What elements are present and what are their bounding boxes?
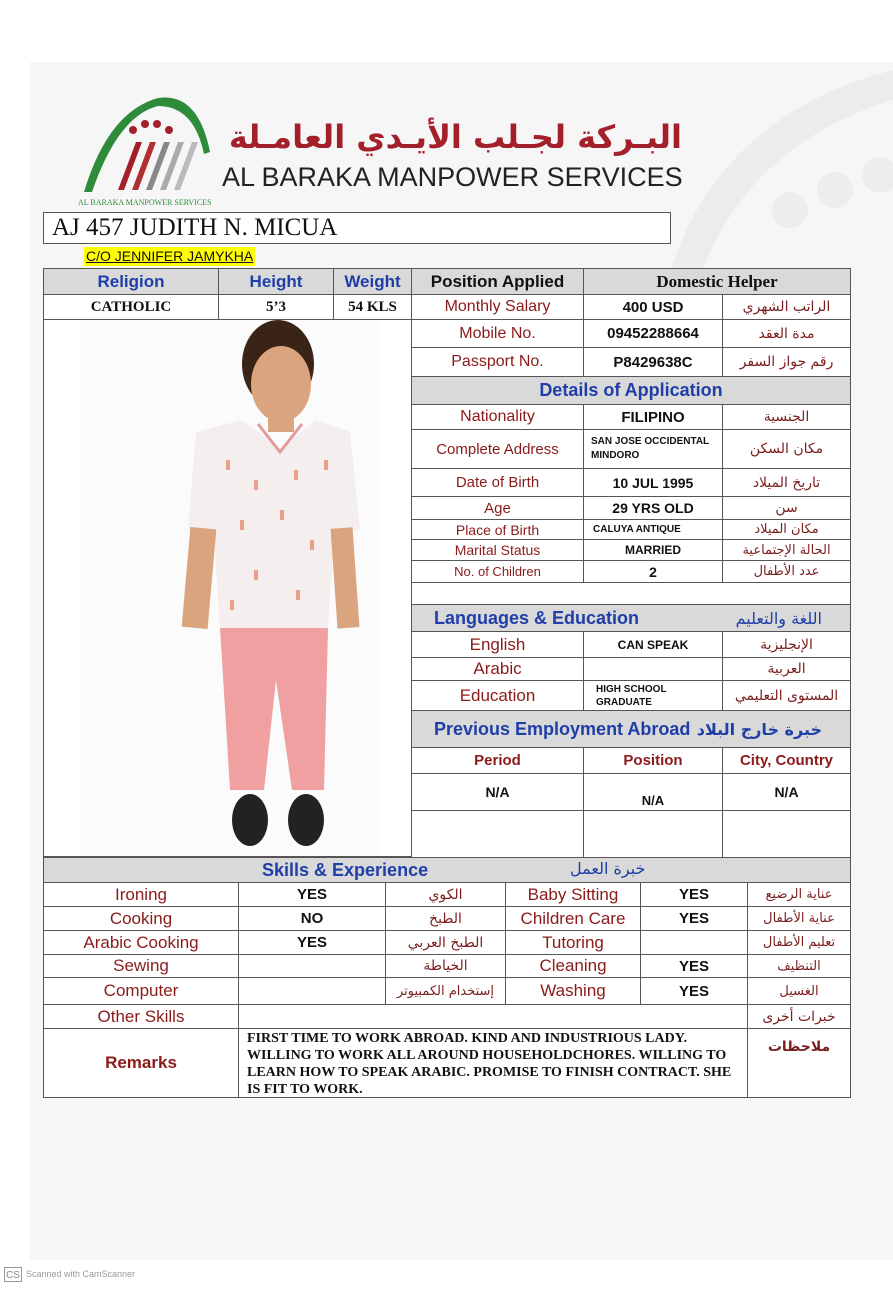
camscanner-text: Scanned with CamScanner (26, 1269, 136, 1279)
remarks-label: Remarks (43, 1028, 239, 1098)
education-label: Education (411, 680, 584, 711)
period-value: N/A (411, 773, 584, 811)
skill-value-ironing: YES (238, 882, 386, 907)
skill-label-cleaning: Cleaning (505, 954, 641, 978)
skill-arabic-ironing: الكوي (385, 882, 506, 907)
skills-header (43, 857, 851, 883)
pob-value: CALUYA ANTIQUE (583, 519, 723, 540)
skill-label-baby-sitting: Baby Sitting (505, 882, 641, 907)
children-label: No. of Children (411, 560, 584, 583)
skill-label-ironing: Ironing (43, 882, 239, 907)
position-header: Position Applied (411, 268, 584, 295)
remarks-arabic: ملاحظات (747, 1028, 851, 1098)
skill-arabic-computer: إستخدام الكمبيوتر (385, 977, 506, 1005)
pob-label: Place of Birth (411, 519, 584, 540)
position-value: Domestic Helper (583, 268, 851, 295)
age-label: Age (411, 496, 584, 520)
weight-header: Weight (333, 268, 412, 295)
mobile-value: 09452288664 (583, 319, 723, 348)
children-value: 2 (583, 560, 723, 583)
english-value: CAN SPEAK (583, 631, 723, 658)
age-arabic: سن (722, 496, 851, 520)
applicant-photo-frame (43, 319, 412, 857)
passport-arabic: رقم جواز السفر (722, 347, 851, 377)
skill-label-arabic-cooking: Arabic Cooking (43, 930, 239, 955)
skill-value-sewing (238, 954, 386, 978)
company-name-arabic: البـركة لجـلب الأيـدي العامـلة (228, 118, 682, 156)
details-spacer (411, 582, 851, 605)
marital-value: MARRIED (583, 539, 723, 561)
height-value: 5’3 (218, 294, 334, 320)
marital-label: Marital Status (411, 539, 584, 561)
city-country-value: N/A (722, 773, 851, 811)
company-name-english (222, 162, 682, 193)
skill-label-tutoring: Tutoring (505, 930, 641, 955)
other-skills-arabic: خبرات أخرى (747, 1004, 851, 1029)
languages-header (411, 604, 851, 632)
skill-arabic-children-care: عناية الأطفال (747, 906, 851, 931)
skill-label-washing: Washing (505, 977, 641, 1005)
applicant-name: AJ 457 JUDITH N. MICUA (43, 212, 671, 244)
employment-title: Previous Employment Abroad (434, 718, 691, 739)
applicant-photo (44, 320, 411, 856)
skills-title-arabic: خبرة العمل (570, 859, 646, 878)
religion-value: CATHOLIC (43, 294, 219, 320)
skill-label-cooking: Cooking (43, 906, 239, 931)
nationality-label: Nationality (411, 404, 584, 430)
mobile-label: Mobile No. (411, 319, 584, 348)
skill-arabic-tutoring: تعليم الأطفال (747, 930, 851, 955)
salary-arabic: الراتب الشهري (722, 294, 851, 320)
skill-value-cooking: NO (238, 906, 386, 931)
skill-label-computer: Computer (43, 977, 239, 1005)
languages-title-arabic: اللغة والتعليم (735, 608, 822, 628)
skill-arabic-arabic-cooking: الطبخ العربي (385, 930, 506, 955)
education-value: HIGH SCHOOL GRADUATE (583, 680, 723, 711)
position-col-value: N/A (583, 773, 723, 811)
skill-arabic-cleaning: التنظيف (747, 954, 851, 978)
children-arabic: عدد الأطفال (722, 560, 851, 583)
skill-value-children-care: YES (640, 906, 748, 931)
arabic-label: Arabic (411, 657, 584, 681)
marital-arabic: الحالة الإجتماعية (722, 539, 851, 561)
period-header: Period (411, 747, 584, 774)
care-of-label: C/O JENNIFER JAMYKHA (86, 248, 254, 264)
details-title: Details of Application (411, 376, 851, 405)
skill-value-cleaning: YES (640, 954, 748, 978)
skill-arabic-washing: الغسيل (747, 977, 851, 1005)
nationality-value: FILIPINO (583, 404, 723, 430)
skill-value-washing: YES (640, 977, 748, 1005)
skill-arabic-cooking: الطبخ (385, 906, 506, 931)
employment-empty-1 (411, 810, 584, 858)
remarks-text: FIRST TIME TO WORK ABROAD. KIND AND INDUSTRIOUS LADY. WILLING TO WORK ALL AROUND HOUSEHOLDCHORES. WILLING TO LEARN HOW TO SPEAK ARABIC. PROMISE TO FINISH CONTRACT. SHE IS FIT TO WORK. (238, 1028, 748, 1098)
english-label: English (411, 631, 584, 658)
address-arabic: مكان السكن (722, 429, 851, 469)
skill-value-arabic-cooking: YES (238, 930, 386, 955)
religion-header: Religion (43, 268, 219, 295)
employment-title-arabic: خبرة خارج البلاد (696, 719, 822, 739)
salary-label: Monthly Salary (411, 294, 584, 320)
camscanner-icon: CS (4, 1267, 22, 1282)
dob-value: 10 JUL 1995 (583, 468, 723, 497)
pob-arabic: مكان الميلاد (722, 519, 851, 540)
languages-title: Languages & Education (434, 607, 640, 628)
arabic-arabic: العربية (722, 657, 851, 681)
passport-label: Passport No. (411, 347, 584, 377)
age-value: 29 YRS OLD (583, 496, 723, 520)
skills-title: Skills & Experience (262, 860, 429, 880)
other-skills-label: Other Skills (43, 1004, 239, 1029)
salary-value: 400 USD (583, 294, 723, 320)
employment-empty-3 (722, 810, 851, 858)
skill-label-sewing: Sewing (43, 954, 239, 978)
company-logo-icon (78, 92, 218, 200)
address-value: SAN JOSE OCCIDENTAL MINDORO (583, 429, 723, 469)
employment-empty-2 (583, 810, 723, 858)
employment-header (411, 710, 851, 748)
english-arabic: الإنجليزية (722, 631, 851, 658)
address-label: Complete Address (411, 429, 584, 469)
company-name-text: AL BARAKA MANPOWER SERVICES (222, 162, 683, 192)
skill-arabic-baby-sitting: عناية الرضيع (747, 882, 851, 907)
other-skills-value (238, 1004, 748, 1029)
arabic-value (583, 657, 723, 681)
mobile-arabic: مدة العقد (722, 319, 851, 348)
height-header: Height (218, 268, 334, 295)
dob-arabic: تاريخ الميلاد (722, 468, 851, 497)
weight-value: 54 KLS (333, 294, 412, 320)
passport-value: P8429638C (583, 347, 723, 377)
dob-label: Date of Birth (411, 468, 584, 497)
logo-caption: AL BARAKA MANPOWER SERVICES (78, 198, 212, 207)
skill-value-baby-sitting: YES (640, 882, 748, 907)
skill-arabic-sewing: الخياطة (385, 954, 506, 978)
city-country-header: City, Country (722, 747, 851, 774)
skill-value-tutoring (640, 930, 748, 955)
nationality-arabic: الجنسية (722, 404, 851, 430)
skill-value-computer (238, 977, 386, 1005)
education-arabic: المستوى التعليمي (722, 680, 851, 711)
skill-label-children-care: Children Care (505, 906, 641, 931)
position-col-header: Position (583, 747, 723, 774)
